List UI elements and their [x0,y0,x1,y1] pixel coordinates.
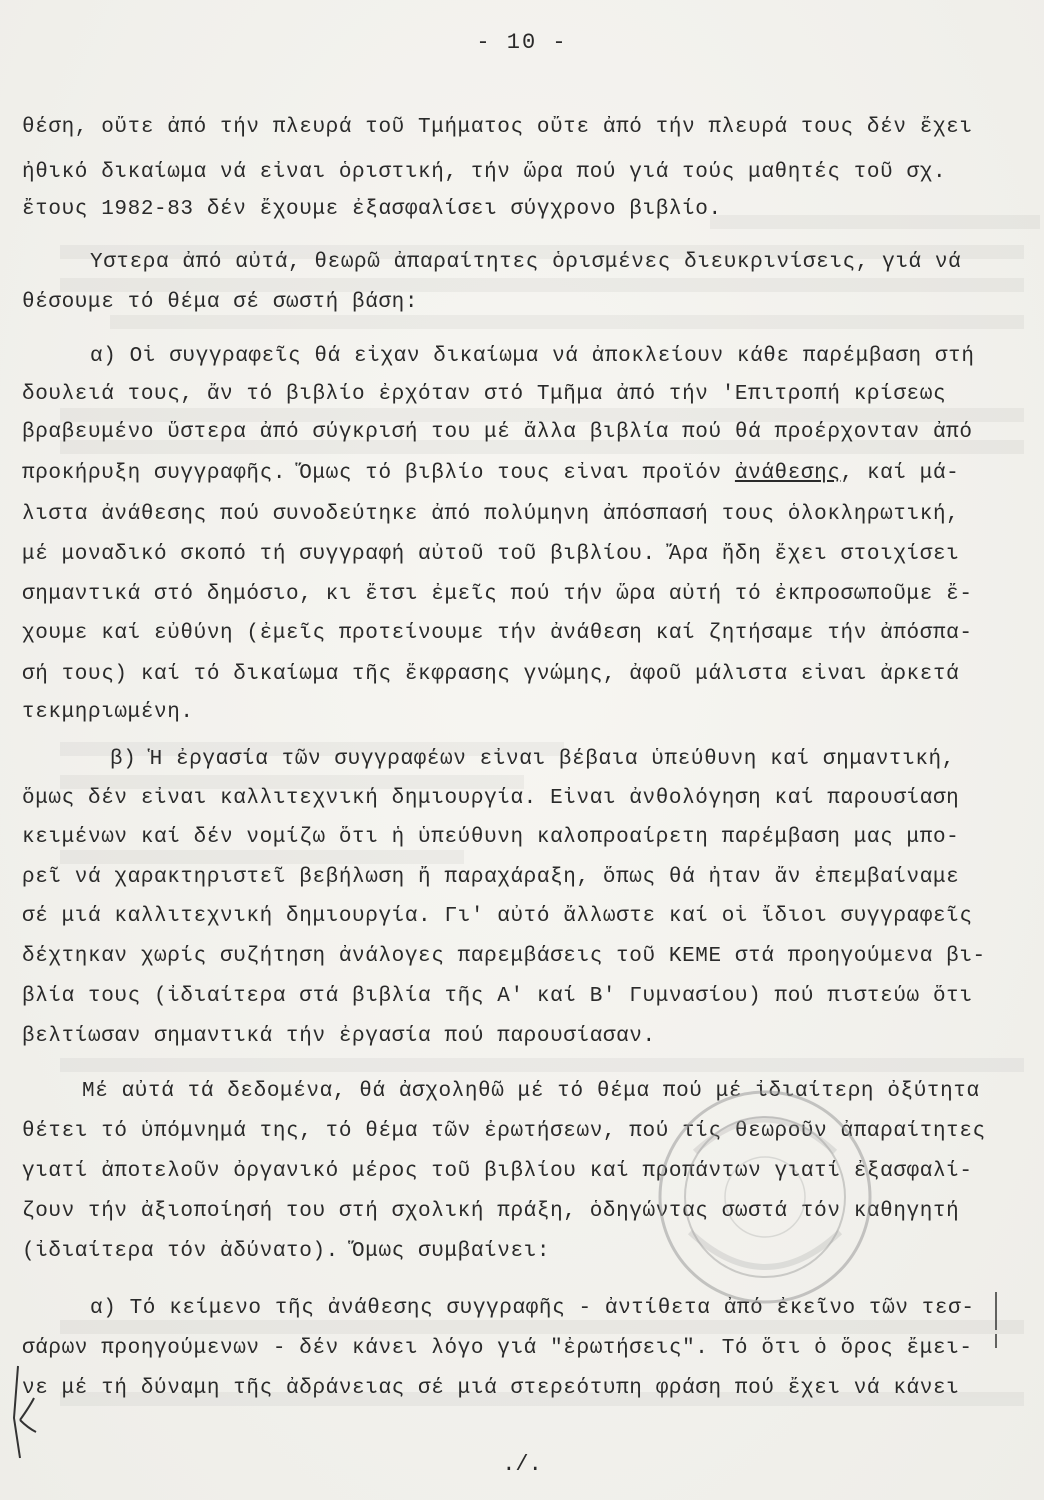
text-line: σή τους) καί τό δικαίωμα τῆς ἔκφρασης γνώμης, ἀφοῦ μάλιστα εἶναι ἀρκετά [22,663,960,686]
text-segment: , καί μά- [840,462,960,485]
text-line: α) Τό κείμενο τῆς ἀνάθεσης συγγραφῆς - ἀντίθετα ἀπό ἐκεῖνο τῶν τεσ- [90,1297,975,1320]
text-line: χουμε καί εὐθύνη (ἐμεῖς προτείνουμε τήν ἀνάθεση καί ζητήσαμε τήν ἀπόσπα- [22,622,973,645]
text-line: ρεῖ νά χαρακτηριστεῖ βεβήλωση ἤ παραχάραξη, ὅπως θά ἦταν ἄν ἐπεμβαίναμε [22,866,960,889]
text-line: β) Ἡ ἐργασία τῶν συγγραφέων εἶναι βέβαια ὑπεύθυνη καί σημαντική, [110,748,955,771]
handwritten-mark [0,1358,40,1468]
text-line: σέ μιά καλλιτεχνική δημιουργία. Γι' αὐτό ἄλλωστε καί οἱ ἴδιοι συγγραφεῖς [22,905,973,928]
text-line: τεκμηριωμένη. [22,701,194,724]
text-line: δέχτηκαν χωρίς συζήτηση ἀνάλογες παρεμβάσεις τοῦ ΚΕΜΕ στά προηγούμενα βι- [22,945,986,968]
text-line: λιστα ἀνάθεσης πού συνοδεύτηκε ἀπό πολύμηνη ἀπόσπασή τους ὁλοκληρωτική, [22,503,960,526]
text-line: σάρων προηγούμενων - δέν κάνει λόγο γιά "ἐρωτήσεις". Τό ὅτι ὁ ὅρος ἔμει- [22,1337,973,1360]
text-line: α) Οἱ συγγραφεῖς θά εἶχαν δικαίωμα νά ἀποκλείουν κάθε παρέμβαση στή [90,345,975,368]
text-line: (ἰδιαίτερα τόν ἀδύνατο). Ὅμως συμβαίνει: [22,1240,551,1263]
text-line: κειμένων καί δέν νομίζω ὅτι ἡ ὑπεύθυνη καλοπροαίρετη παρέμβαση μας μπο- [22,826,960,849]
official-stamp [650,1082,880,1312]
text-line: γιατί ἀποτελοῦν ὀργανικό μέρος τοῦ βιβλίου καί προπάντων γιατί ἐξασφαλί- [22,1160,973,1183]
text-line: βραβευμένο ὕστερα ἀπό σύγκρισή του μέ ἄλλα βιβλία πού θά προέρχονταν ἀπό [22,421,973,444]
text-line: θέσουμε τό θέμα σέ σωστή βάση: [22,291,419,314]
text-line: μέ μοναδικό σκοπό τή συγγραφή αὐτοῦ τοῦ βιβλίου. Ἄρα ἤδη ἔχει στοιχίσει [22,543,960,566]
text-line: ἔτους 1982-83 δέν ἔχουμε ἐξασφαλίσει σύγχρονο βιβλίο. [22,198,722,221]
text-line: θέτει τό ὑπόμνημά της, τό θέμα τῶν ἐρωτήσεων, πού τίς θεωροῦν ἀπαραίτητες [22,1120,986,1143]
text-line: Ὕστερα ἀπό αὐτά, θεωρῶ ἀπαραίτητες ὁρισμένες διευκρινίσεις, γιά νά [90,251,962,274]
pen-mark [990,1290,1002,1350]
underlined-word: ἀνάθεσης [734,462,841,485]
text-line: βλία τους (ἰδιαίτερα στά βιβλία τῆς Α' καί Β' Γυμνασίου) πού πιστεύω ὅτι [22,985,973,1008]
text-line: θέση, οὔτε ἀπό τήν πλευρά τοῦ Τμήματος οὔτε ἀπό τήν πλευρά τους δέν ἔχει [22,116,973,139]
text-line [22,462,1037,485]
continuation-mark: ./. [502,1452,542,1477]
text-line: δουλειά τους, ἄν τό βιβλίο ἐρχόταν στό Τμῆμα ἀπό τήν 'Επιτροπή κρίσεως [22,383,947,406]
text-line: ζουν τήν ἀξιοποίησή του στή σχολική πράξη, ὁδηγώντας σωστά τόν καθηγητή [22,1200,960,1223]
text-segment: προκήρυξη συγγραφῆς. Ὅμως τό βιβλίο τους εἶναι προϊόν [22,462,722,485]
text-line: Μέ αὐτά τά δεδομένα, θά ἀσχοληθῶ μέ τό θέμα πού μέ ἰδιαίτερη ὀξύτητα [82,1080,980,1103]
page-number: - 10 - [476,30,568,55]
text-line: ὅμως δέν εἶναι καλλιτεχνική δημιουργία. Εἶναι ἀνθολόγηση καί παρουσίαση [22,787,960,810]
text-line: νε μέ τή δύναμη τῆς ἀδράνειας σέ μιά στερεότυπη φράση πού ἔχει νά κάνει [22,1377,960,1400]
text-line: βελτίωσαν σημαντικά τήν ἐργασία πού παρουσίασαν. [22,1025,656,1048]
text-line: σημαντικά στό δημόσιο, κι ἔτσι ἐμεῖς πού τήν ὥρα αὐτή τό ἐκπροσωποῦμε ἔ- [22,583,973,606]
text-line: ἠθικό δικαίωμα νά εἶναι ὁριστική, τήν ὥρα πού γιά τούς μαθητές τοῦ σχ. [22,161,947,184]
